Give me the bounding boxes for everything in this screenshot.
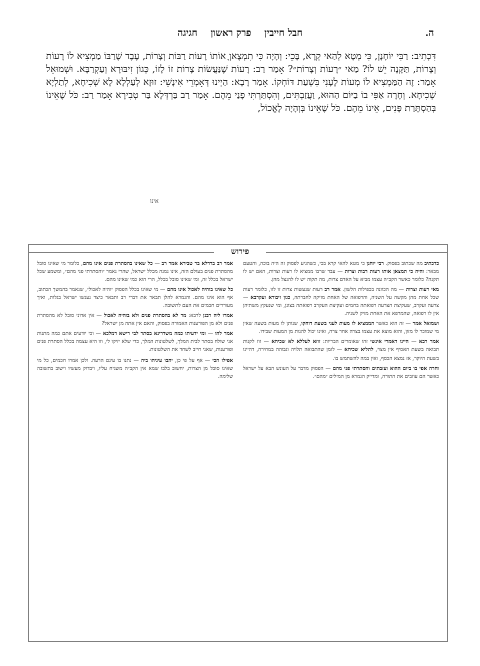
commentary-paragraph: אמר להו — ומי ידעיתו כמה משדרינא בסתר לבי רישא דמלכא — וכי יודעים אתם כמה מתנות אני שולח בסתר לבית המלך, לשלטונות המלך, כדי שלא יזיקו לי, וזו היא עצמה בכלל הסתרת פנים ופורענות, שאני חייב לשחד את השלטונות. — [37, 331, 233, 354]
commentary-paragraph: ושמואל אמר — זה הוא כאשר הממציא לו מעות לעני בשעת דוחקו, שנותן לו מעות בשעה שאין מי שמוכר לו מזון, והוא מוצא את עצמו בצרה אחר צרה, ואינו יכול להנות מן המעות שבידו. — [243, 321, 439, 336]
commentary-title-text: פירוש — [226, 246, 254, 256]
commentary-paragraph: מאי רעות וצרות — מה הכוונה בכפילות הלשון. אמר רב רעות שנעשות צרות זו לזו, כלומר רעות שכל אחת מהן מקשה על השניה, והרפואה של האחת מזיקה לחברתה, כגון זיבורא ועקרבא — צרעה ועקרב, שעקיצת הצרעה רפואתה בחמים ועקיצת העקרב רפואתה בצונן, ומי שנעקץ משתיהן אין לו רפואה, שהמרפא את האחת מזיק לשניה. — [243, 287, 439, 318]
commentary-paragraph: כל שאינו בוהיה לאכול אינו מהם — מי שאינו בכלל הפסוק ״והיה לאכול״, שנאמר בהמשך הכתוב, אף הוא אינו מהם. והגמרא להלן תבאר את דברי רב ותבאר כיצד נענשו ישראל בגלות, ואיך מעוררים חכמים את העם לתשובה. — [37, 287, 233, 310]
commentary-paragraph: אפילו הכי — אף על פי כן, יהבו עיניהו ביה — נתנו בו עינם הרעה. ולכן אמרו חכמים, כל מי שאינו סובל מן הצרות, יחשוב בלבו שמא אין הקב״ה משגיח עליו, ויבדוק מעשיו וישוב בתשובה שלימה. — [37, 357, 233, 380]
commentary-right-column — [243, 260, 439, 634]
commentary-paragraph: אמרו ליה רבנן לרבא: מר לא בהסתרת פנים ולא בוהיה לאכול — אין אדוני סובל לא מהסתרת פנים ולא מן הפורענות האמורה בפסוק, והאם אין אתה מן ישראל? — [37, 313, 233, 328]
commentary-title — [0, 246, 480, 256]
commentary-paragraph: כדכתיב מה שכתוב בפסוק. רבי יוחנן כי מטא להאי קרא בכי, כשהגיע לפסוק זה היה בוכה, והטעם מבאר: והיה כי תמצאן אותו רעות רבות וצרות — עבד שרבו ממציא לו רעות וצרות, האם יש לו תקנה? כלומר כאשר הקב״ה עצמו מביא על האדם צרות, מה תקוה יש לו להנצל מהן. — [243, 261, 439, 284]
running-header — [46, 28, 434, 44]
catchword: אינו — [150, 198, 159, 205]
page-label: ה. — [425, 28, 434, 39]
chapter-title — [46, 28, 434, 39]
chapter-name: פרק ראשון — [210, 28, 252, 39]
commentary-paragraph: וחרה אפי בו ביום ההוא ועזבתים והסתרתי פני מהם — הפסוק מדבר על העונש הבא על ישראל כאשר הם עוזבים את התורה, ומדייק הגמרא מן המילים ״מהם״. — [243, 365, 439, 380]
book-name: חבל חייבין — [264, 28, 303, 39]
main-text-block — [46, 50, 436, 115]
commentary-paragraph: אמר רב ברדלא בר טבירא אמר רב — כל שאינו בהסתרת פנים אינו מהם, כלומר מי שאינו סובל מהסתרת פנים בעולם הזה, אינו נמנה מכלל ישראל, שהרי נאמר ״והסתרתי פני מהם״, ומשמע שכל ישראל בכלל זה, ומי שאינו סובל בכלל, הרי הוא כמי שאינו מהם. — [37, 261, 233, 284]
tractate-name: חגיגה — [177, 28, 198, 39]
commentary-left-column — [37, 260, 233, 634]
main-text-paragraph: דִּכְתִיב: רַבִּי יוֹחָנָן, כִּי מְטָא לְהַאי קְרָא, בָּכֵי: וְהָיָה כִּי תִמְצֶאןָ אוֹתוֹ רָעוֹת רַבּוֹת וְצָרוֹת, עֶבֶד שֶׁרַבּוֹ מַמְצִיא לוֹ רָעוֹת וְצָרוֹת, תַּקָּנָה יֵשׁ לוֹ? מַאי ״רָעוֹת וְצָרוֹת״? אָמַר רַב: רָעוֹת שֶׁנַּעֲשׂוֹת צָרוֹת זוֹ לָזוֹ, כְּגוֹן זִיבּוּרָא וְעַקְרַבָּא. וּשְׁמוּאֵל אָמַר: זֶה הַמַּמְצִיא לוֹ מְעוֹת לֶעָנִי בִּשְׁעַת דּוֹחְקוֹ. אָמַר רָבָא: הַיְינוּ דְּאָמְרֵי אִינָשֵׁי: זוּזָא לְעַלְלָא לָא שְׁכִיחָא, לְתַלְיָא שְׁכִיחָא. וְחָרָה אַפִּי בוֹ בַיּוֹם הַהוּא, וַעֲזַבְתִּים, וְהִסְתַּרְתִּי פָנַי מֵהֶם. אָמַר רַב בַּרְדְּלָא בַּר טְבִירָא אָמַר רַב: כֹּל שֶׁאֵינוֹ בְּהַסְתָּרַת פָּנִים, אֵינוֹ מֵהֶם. כֹּל שֶׁאֵינוֹ בְּוְהָיָה לֶאֱכוֹל, — [46, 51, 436, 115]
commentary-paragraph: אמר רבא — היינו דאמרי אינשי זהו שאומרים הבריות: זוזא לעללא לא שכיחא — זוז לקנות תבואה בשעת האסיף אין מצוי, לתליא שכיחא — לזמן שהתבואה תלויה וגבוהה במחירה, דהיינו בשעת היוקר, אז נמצא הכסף, ואין במה להשתמש בו. — [243, 339, 439, 362]
